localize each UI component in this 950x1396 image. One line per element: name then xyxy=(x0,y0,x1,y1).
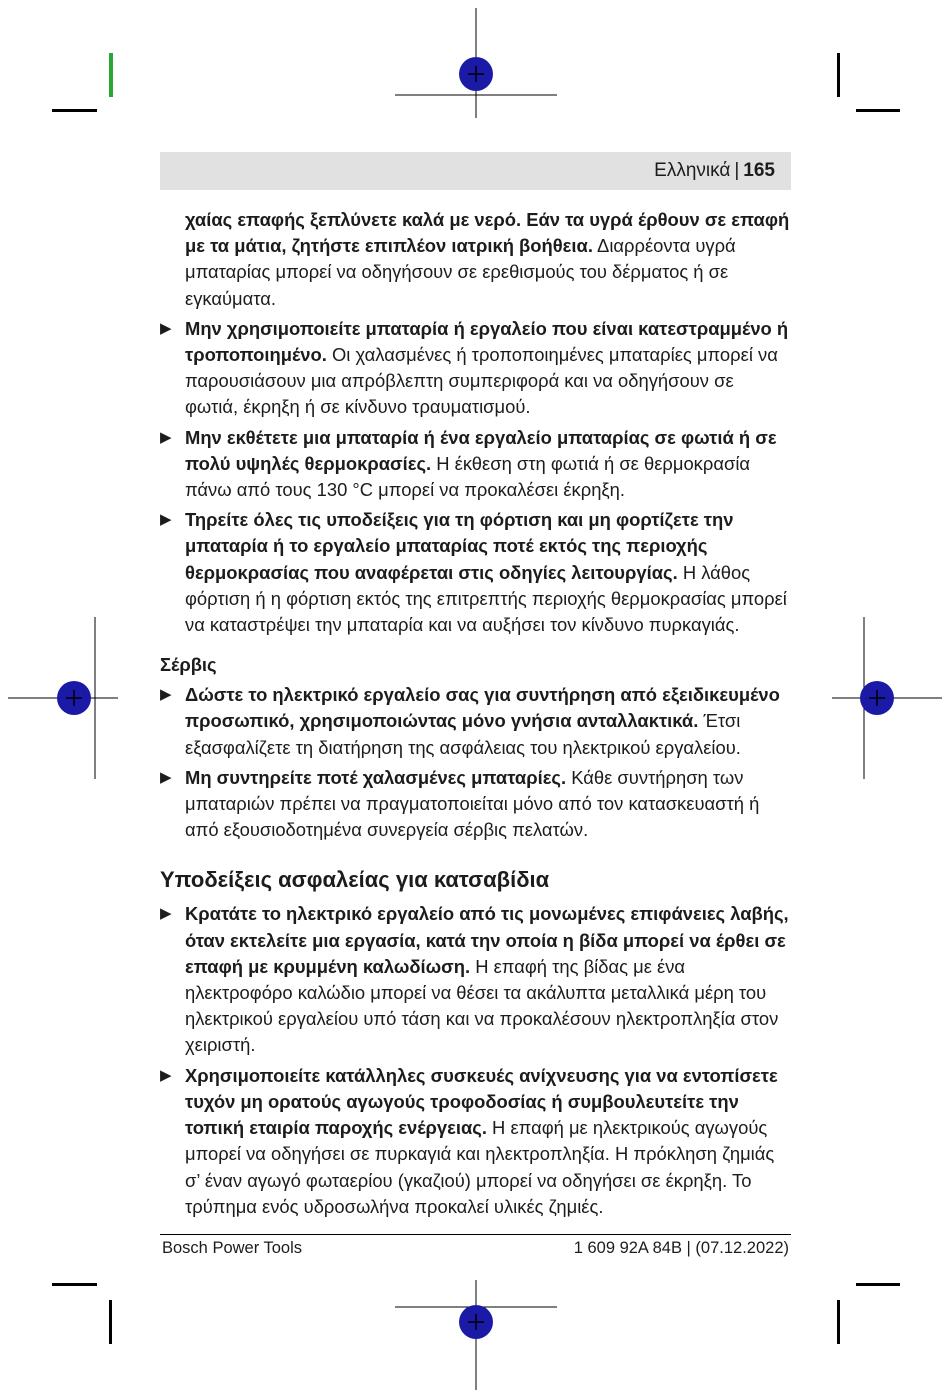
crop-mark-bottom-right-v xyxy=(837,1300,840,1344)
footer-rule xyxy=(160,1234,791,1235)
service-item xyxy=(160,765,791,844)
screwdriver-safety-heading: Υποδείξεις ασφαλείας για κατσαβίδια xyxy=(160,867,550,893)
safety-item xyxy=(160,425,791,504)
service-item-text: Κάθε συντήρηση των μπαταριών πρέπει να πραγματοποιείται μόνο από τον κατασκευαστή ή από εξουσιοδοτημένα συνεργεία σέρβις πελατών. xyxy=(185,766,760,841)
safety-item-text: Οι χαλασμένες ή τροποποιημένες μπαταρίες μπορεί να παρουσιάσουν μια απρόβλεπτη συμπεριφορά και να οδηγήσουν σε φωτιά, έκρηξη ή σε κίνδυνο τραυματισμού. xyxy=(185,344,778,418)
registration-mark-right xyxy=(832,617,942,779)
bullet-arrow-icon: ▶ xyxy=(160,1066,172,1084)
screwdriver-item xyxy=(160,1063,791,1220)
intro-bold: χαίας επαφής ξεπλύνετε καλά με νερό. Εάν τα υγρά έρθουν σε επαφή με τα μάτια, ζητήστε επιπλέον ιατρική βοήθεια. xyxy=(185,209,790,257)
bullet-arrow-icon: ▶ xyxy=(160,686,172,704)
bullet-arrow-icon: ▶ xyxy=(160,768,172,786)
bullet-arrow-icon: ▶ xyxy=(160,905,172,923)
page-number: 165 xyxy=(743,160,775,181)
crop-mark-bottom-left-v xyxy=(109,1300,112,1344)
footer-brand: Bosch Power Tools xyxy=(162,1239,303,1257)
service-item-bold: Μη συντηρείτε ποτέ χαλασμένες μπαταρίες. xyxy=(185,766,567,788)
safety-item xyxy=(160,316,791,421)
service-heading: Σέρβις xyxy=(160,654,217,676)
page-footer xyxy=(162,1237,789,1259)
registration-mark-top xyxy=(395,8,557,118)
safety-item-bold: Μην χρησιμοποιείτε μπαταρία ή εργαλείο που είναι κατεστραμμένο ή τροποποιημένο. xyxy=(185,317,789,366)
safety-item-bold: Τηρείτε όλες τις υποδείξεις για τη φόρτιση και μη φορτίζετε την μπαταρία ή το εργαλείο μπαταρίας ποτέ εκτός της περιοχής θερμοκρασίας που αναφέρεται στις οδηγίες λειτουργίας. xyxy=(185,509,734,583)
registration-mark-bottom xyxy=(395,1280,557,1390)
service-item-text: Έτσι εξασφαλίζετε τη διατήρηση της ασφάλειας του ηλεκτρικού εργαλείου. xyxy=(185,710,741,758)
safety-item-bold: Μην εκθέτετε μια μπαταρία ή ένα εργαλείο μπαταρίας σε φωτιά ή σε πολύ υψηλές θερμοκρασίες. xyxy=(185,426,777,474)
intro-paragraph xyxy=(160,207,791,312)
bullet-arrow-icon: ▶ xyxy=(160,319,172,337)
safety-item-text: Η έκθεση στη φωτιά ή σε θερμοκρασία πάνω από τους 130 °C μπορεί να προκαλέσει έκρηξη. xyxy=(185,452,751,501)
bullet-arrow-icon: ▶ xyxy=(160,428,172,446)
crop-mark-top-right-v xyxy=(837,53,840,97)
screwdriver-item-bold: Χρησιμοποιείτε κατάλληλες συσκευές ανίχνευσης για να εντοπίσετε τυχόν μη ορατούς αγωγούς τροφοδοσίας ή συμβουλευτείτε την τοπική εταιρία παροχής ενέργειας. xyxy=(185,1064,778,1139)
safety-item-text: Η λάθος φόρτιση ή η φόρτιση εκτός της επιτρεπτής περιοχής θερμοκρασίας μπορεί να καταστρέψει την μπαταρία και να αυξήσει τον κίνδυνο πυρκαγιάς. xyxy=(185,561,787,636)
bullet-arrow-icon: ▶ xyxy=(160,511,172,529)
registration-mark-left xyxy=(8,617,118,779)
screwdriver-item-text: Η επαφή με ηλεκτρικούς αγωγούς μπορεί να οδηγήσει σε πυρκαγιά και ηλεκτροπληξία. Η πρόκληση ζημιάς σ’ έναν αγωγό φωταερίου (γκαζιού) μπορεί να οδηγήσει σε έκρηξη. Το τρύπημα ενός υδροσωλήνα προκαλεί υλικές ζημιές. xyxy=(185,1117,775,1217)
page-body xyxy=(160,207,791,1224)
service-item-bold: Δώστε το ηλεκτρικό εργαλείο σας για συντήρηση από εξειδικευμένο προσωπικό, χρησιμοποιώντας μόνο γνήσια ανταλλακτικά. xyxy=(185,684,780,732)
crop-mark-top-right-h xyxy=(856,109,900,112)
header-language: Ελληνικά xyxy=(654,160,731,181)
intro-text: Διαρρέοντα υγρά μπαταρίας μπορεί να οδηγήσουν σε ερεθισμούς του δέρματος ή σε εγκαύματα. xyxy=(185,235,736,309)
page-header xyxy=(160,152,791,190)
header-separator: | xyxy=(734,160,740,181)
screwdriver-item-bold: Κρατάτε το ηλεκτρικό εργαλείο από τις μονωμένες επιφάνειες λαβής, όταν εκτελείτε μια εργασία, κατά την οποία η βίδα μπορεί να έρθει σε επαφή με κρυμμένη καλωδίωση. xyxy=(185,903,789,977)
screwdriver-item xyxy=(160,901,791,1058)
crop-mark-top-left-h xyxy=(52,109,97,112)
safety-item xyxy=(160,507,791,638)
footer-doc-number: 1 609 92A 84B | (07.12.2022) xyxy=(573,1239,789,1257)
screwdriver-item-text: Η επαφή της βίδας με ένα ηλεκτροφόρο καλώδιο μπορεί να θέσει τα ακάλυπτα μεταλλικά μέρη του ηλεκτρικού εργαλείου υπό τάση και να προκαλέσουν ηλεκτροπληξία στον χειριστή. xyxy=(185,955,779,1056)
crop-mark-bottom-right-h xyxy=(856,1283,900,1286)
service-item xyxy=(160,682,791,761)
crop-mark-green-left xyxy=(109,53,113,97)
crop-mark-bottom-left-h xyxy=(52,1283,97,1286)
